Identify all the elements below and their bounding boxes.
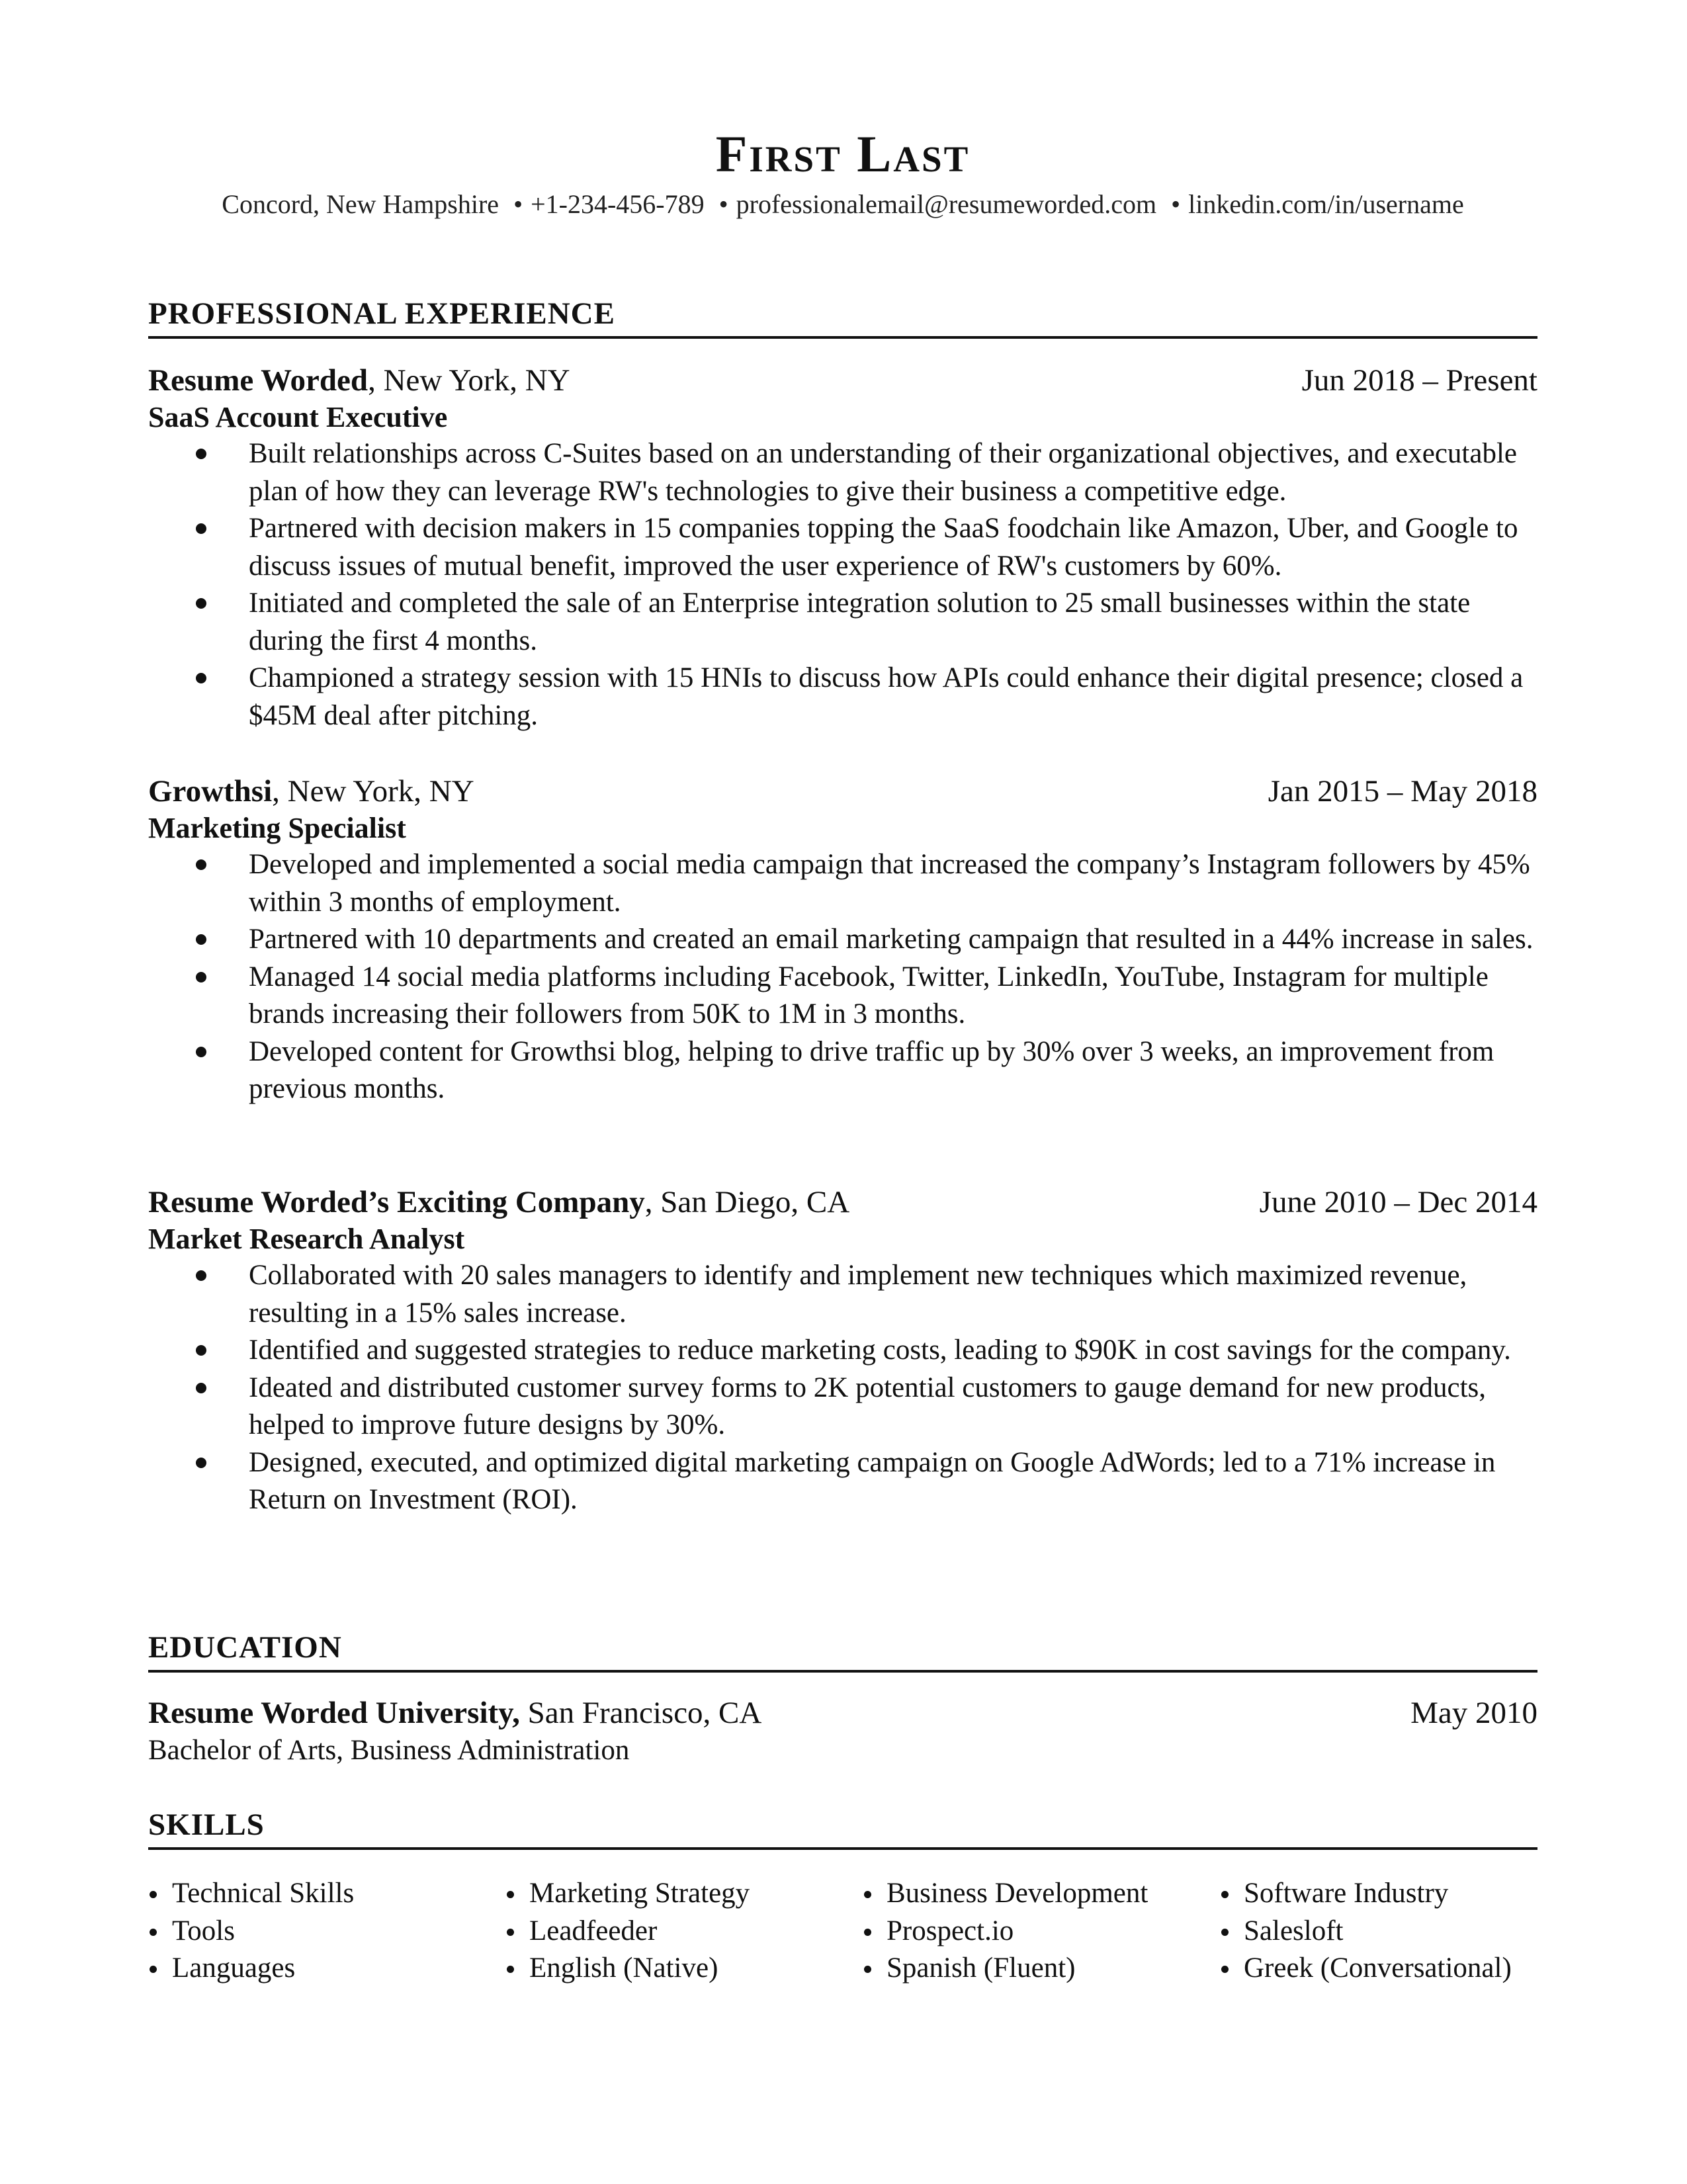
contact-phone: +1-234-456-789 (531, 189, 705, 219)
bullet-text: Developed content for Growthsi blog, helping to drive traffic up by 30% over 3 weeks, an improvement from previous months. (249, 1035, 1494, 1104)
contact-separator: • (1171, 189, 1181, 219)
candidate-name: First Last (715, 125, 971, 183)
job-entry (148, 772, 1537, 1108)
job-role: SaaS Account Executive (148, 401, 448, 433)
bullet-dot (507, 1929, 514, 1936)
education-entry (148, 1694, 1537, 1769)
skill-text: Greek (Conversational) (1244, 1952, 1512, 1984)
bullet-dot (196, 934, 206, 945)
skill-item (863, 1875, 1207, 1913)
job-dates: June 2010 – Dec 2014 (1259, 1185, 1537, 1219)
skills-column (863, 1875, 1207, 1987)
skill-text: Software Industry (1244, 1878, 1449, 1909)
skill-text: Leadfeeder (529, 1915, 658, 1946)
skill-item (505, 1950, 849, 1987)
skill-text: Salesloft (1244, 1915, 1344, 1946)
skills-column (505, 1875, 849, 1987)
section-title-experience: PROFESSIONAL EXPERIENCE (148, 294, 1537, 339)
skill-text: Tools (172, 1915, 235, 1946)
job-header (148, 361, 1537, 400)
bullet-text: Identified and suggested strategies to reduce marketing costs, leading to $90K in cost savings for the company. (249, 1334, 1511, 1366)
skill-item (505, 1875, 849, 1913)
skill-item (505, 1913, 849, 1950)
bullet-text: Partnered with 10 departments and created an email marketing campaign that resulted in a 44% increase in sales. (249, 924, 1534, 955)
bullet-item (148, 1444, 1539, 1519)
bullet-dot (196, 449, 206, 459)
job-company: Growthsi (148, 774, 273, 808)
contact-line (148, 187, 1537, 222)
job-dates: Jun 2018 – Present (1301, 363, 1537, 398)
section-title-education: EDUCATION (148, 1628, 1537, 1673)
skill-text: Marketing Strategy (529, 1878, 750, 1909)
bullet-item (148, 846, 1539, 921)
bullet-item (148, 585, 1539, 660)
bullet-text: Partnered with decision makers in 15 companies topping the SaaS foodchain like Amazon, Uber, and Google to discuss issues of mutual benefit, improved the user experience of RW's customers by 60%. (249, 513, 1518, 582)
job-role: Marketing Specialist (148, 812, 406, 844)
bullet-dot (1221, 1891, 1229, 1898)
bullet-item (148, 1370, 1539, 1444)
bullet-dot (196, 673, 206, 683)
skills-column (148, 1875, 492, 1987)
bullet-item (148, 921, 1539, 959)
skill-text: Languages (172, 1952, 296, 1984)
job-bullets (148, 1257, 1537, 1519)
skills-column (1220, 1875, 1564, 1987)
job-entry (148, 1183, 1537, 1519)
bullet-dot (507, 1891, 514, 1898)
bullet-dot (864, 1966, 871, 1973)
bullet-text: Designed, executed, and optimized digital marketing campaign on Google AdWords; led to a 71% increase in Return on Investment (ROI). (249, 1446, 1496, 1515)
job-location: , New York, NY (272, 774, 474, 808)
bullet-text: Championed a strategy session with 15 HNIs to discuss how APIs could enhance their digital presence; closed a $45M deal after pitching. (249, 662, 1524, 731)
bullet-dot (864, 1929, 871, 1936)
job-company: Resume Worded (148, 363, 368, 398)
skill-item (863, 1950, 1207, 1987)
bullet-dot (1221, 1966, 1229, 1973)
job-dates: Jan 2015 – May 2018 (1268, 774, 1537, 808)
section-title-skills: SKILLS (148, 1805, 1537, 1850)
skill-item (863, 1913, 1207, 1950)
bullet-item (148, 435, 1539, 510)
bullet-item (148, 510, 1539, 585)
bullet-item (148, 1033, 1539, 1108)
skill-text: Business Development (887, 1878, 1148, 1909)
bullet-dot (1221, 1929, 1229, 1936)
skill-item (1220, 1875, 1564, 1913)
bullet-dot (507, 1966, 514, 1973)
job-role: Market Research Analyst (148, 1223, 465, 1255)
bullet-dot (196, 972, 206, 983)
education-school: Resume Worded University, (148, 1696, 520, 1730)
bullet-dot (150, 1966, 157, 1973)
job-header (148, 772, 1537, 810)
bullet-dot (196, 859, 206, 870)
bullet-dot (196, 1047, 206, 1057)
education-date: May 2010 (1410, 1696, 1537, 1730)
contact-email[interactable]: professionalemail@resumeworded.com (736, 189, 1157, 219)
contact-separator: • (718, 189, 728, 219)
bullet-dot (150, 1891, 157, 1898)
bullet-item (148, 660, 1539, 734)
bullet-item (148, 1257, 1539, 1332)
education-location: San Francisco, CA (519, 1696, 762, 1730)
job-company: Resume Worded’s Exciting Company (148, 1185, 645, 1219)
bullet-dot (196, 1270, 206, 1281)
bullet-dot (196, 523, 206, 534)
bullet-dot (196, 598, 206, 609)
education-degree: Bachelor of Arts, Business Administration (148, 1735, 630, 1766)
bullet-dot (864, 1891, 871, 1898)
job-bullets (148, 435, 1537, 734)
contact-separator: • (513, 189, 523, 219)
bullet-text: Collaborated with 20 sales managers to identify and implement new techniques which maximized revenue, resulting in a 15% sales increase. (249, 1260, 1467, 1329)
bullet-dot (196, 1345, 206, 1356)
bullet-dot (150, 1929, 157, 1936)
skill-text: Prospect.io (887, 1915, 1014, 1946)
bullet-text: Developed and implemented a social media campaign that increased the company’s Instagram followers by 45% within 3 months of employment. (249, 849, 1530, 918)
contact-linkedin[interactable]: linkedin.com/in/username (1188, 189, 1464, 219)
skill-item (148, 1950, 492, 1987)
skill-item (1220, 1913, 1564, 1950)
bullet-text: Managed 14 social media platforms including Facebook, Twitter, LinkedIn, YouTube, Instagram for multiple brands increasing their followers from 50K to 1M in 3 months. (249, 961, 1489, 1029)
education-header (148, 1694, 1537, 1732)
job-entry (148, 361, 1537, 734)
job-location: , New York, NY (368, 363, 570, 398)
skill-text: Spanish (Fluent) (887, 1952, 1076, 1984)
job-header (148, 1183, 1537, 1221)
bullet-item (148, 959, 1539, 1033)
bullet-item (148, 1332, 1539, 1370)
bullet-text: Ideated and distributed customer survey forms to 2K potential customers to gauge demand for new products, helped to improve future designs by 30%. (249, 1372, 1487, 1440)
contact-location: Concord, New Hampshire (222, 189, 499, 219)
skill-item (1220, 1950, 1564, 1987)
skill-item (148, 1875, 492, 1913)
skill-text: English (Native) (529, 1952, 718, 1984)
job-location: , San Diego, CA (644, 1185, 850, 1219)
skill-text: Technical Skills (172, 1878, 355, 1909)
bullet-text: Built relationships across C-Suites based on an understanding of their organizational objectives, and executable plan of how they can leverage RW's technologies to give their business a competitive edge. (249, 438, 1517, 507)
bullet-dot (196, 1458, 206, 1468)
bullet-dot (196, 1383, 206, 1393)
skill-item (148, 1913, 492, 1950)
job-bullets (148, 846, 1537, 1108)
bullet-text: Initiated and completed the sale of an Enterprise integration solution to 25 small businesses within the state during the first 4 months. (249, 588, 1471, 656)
